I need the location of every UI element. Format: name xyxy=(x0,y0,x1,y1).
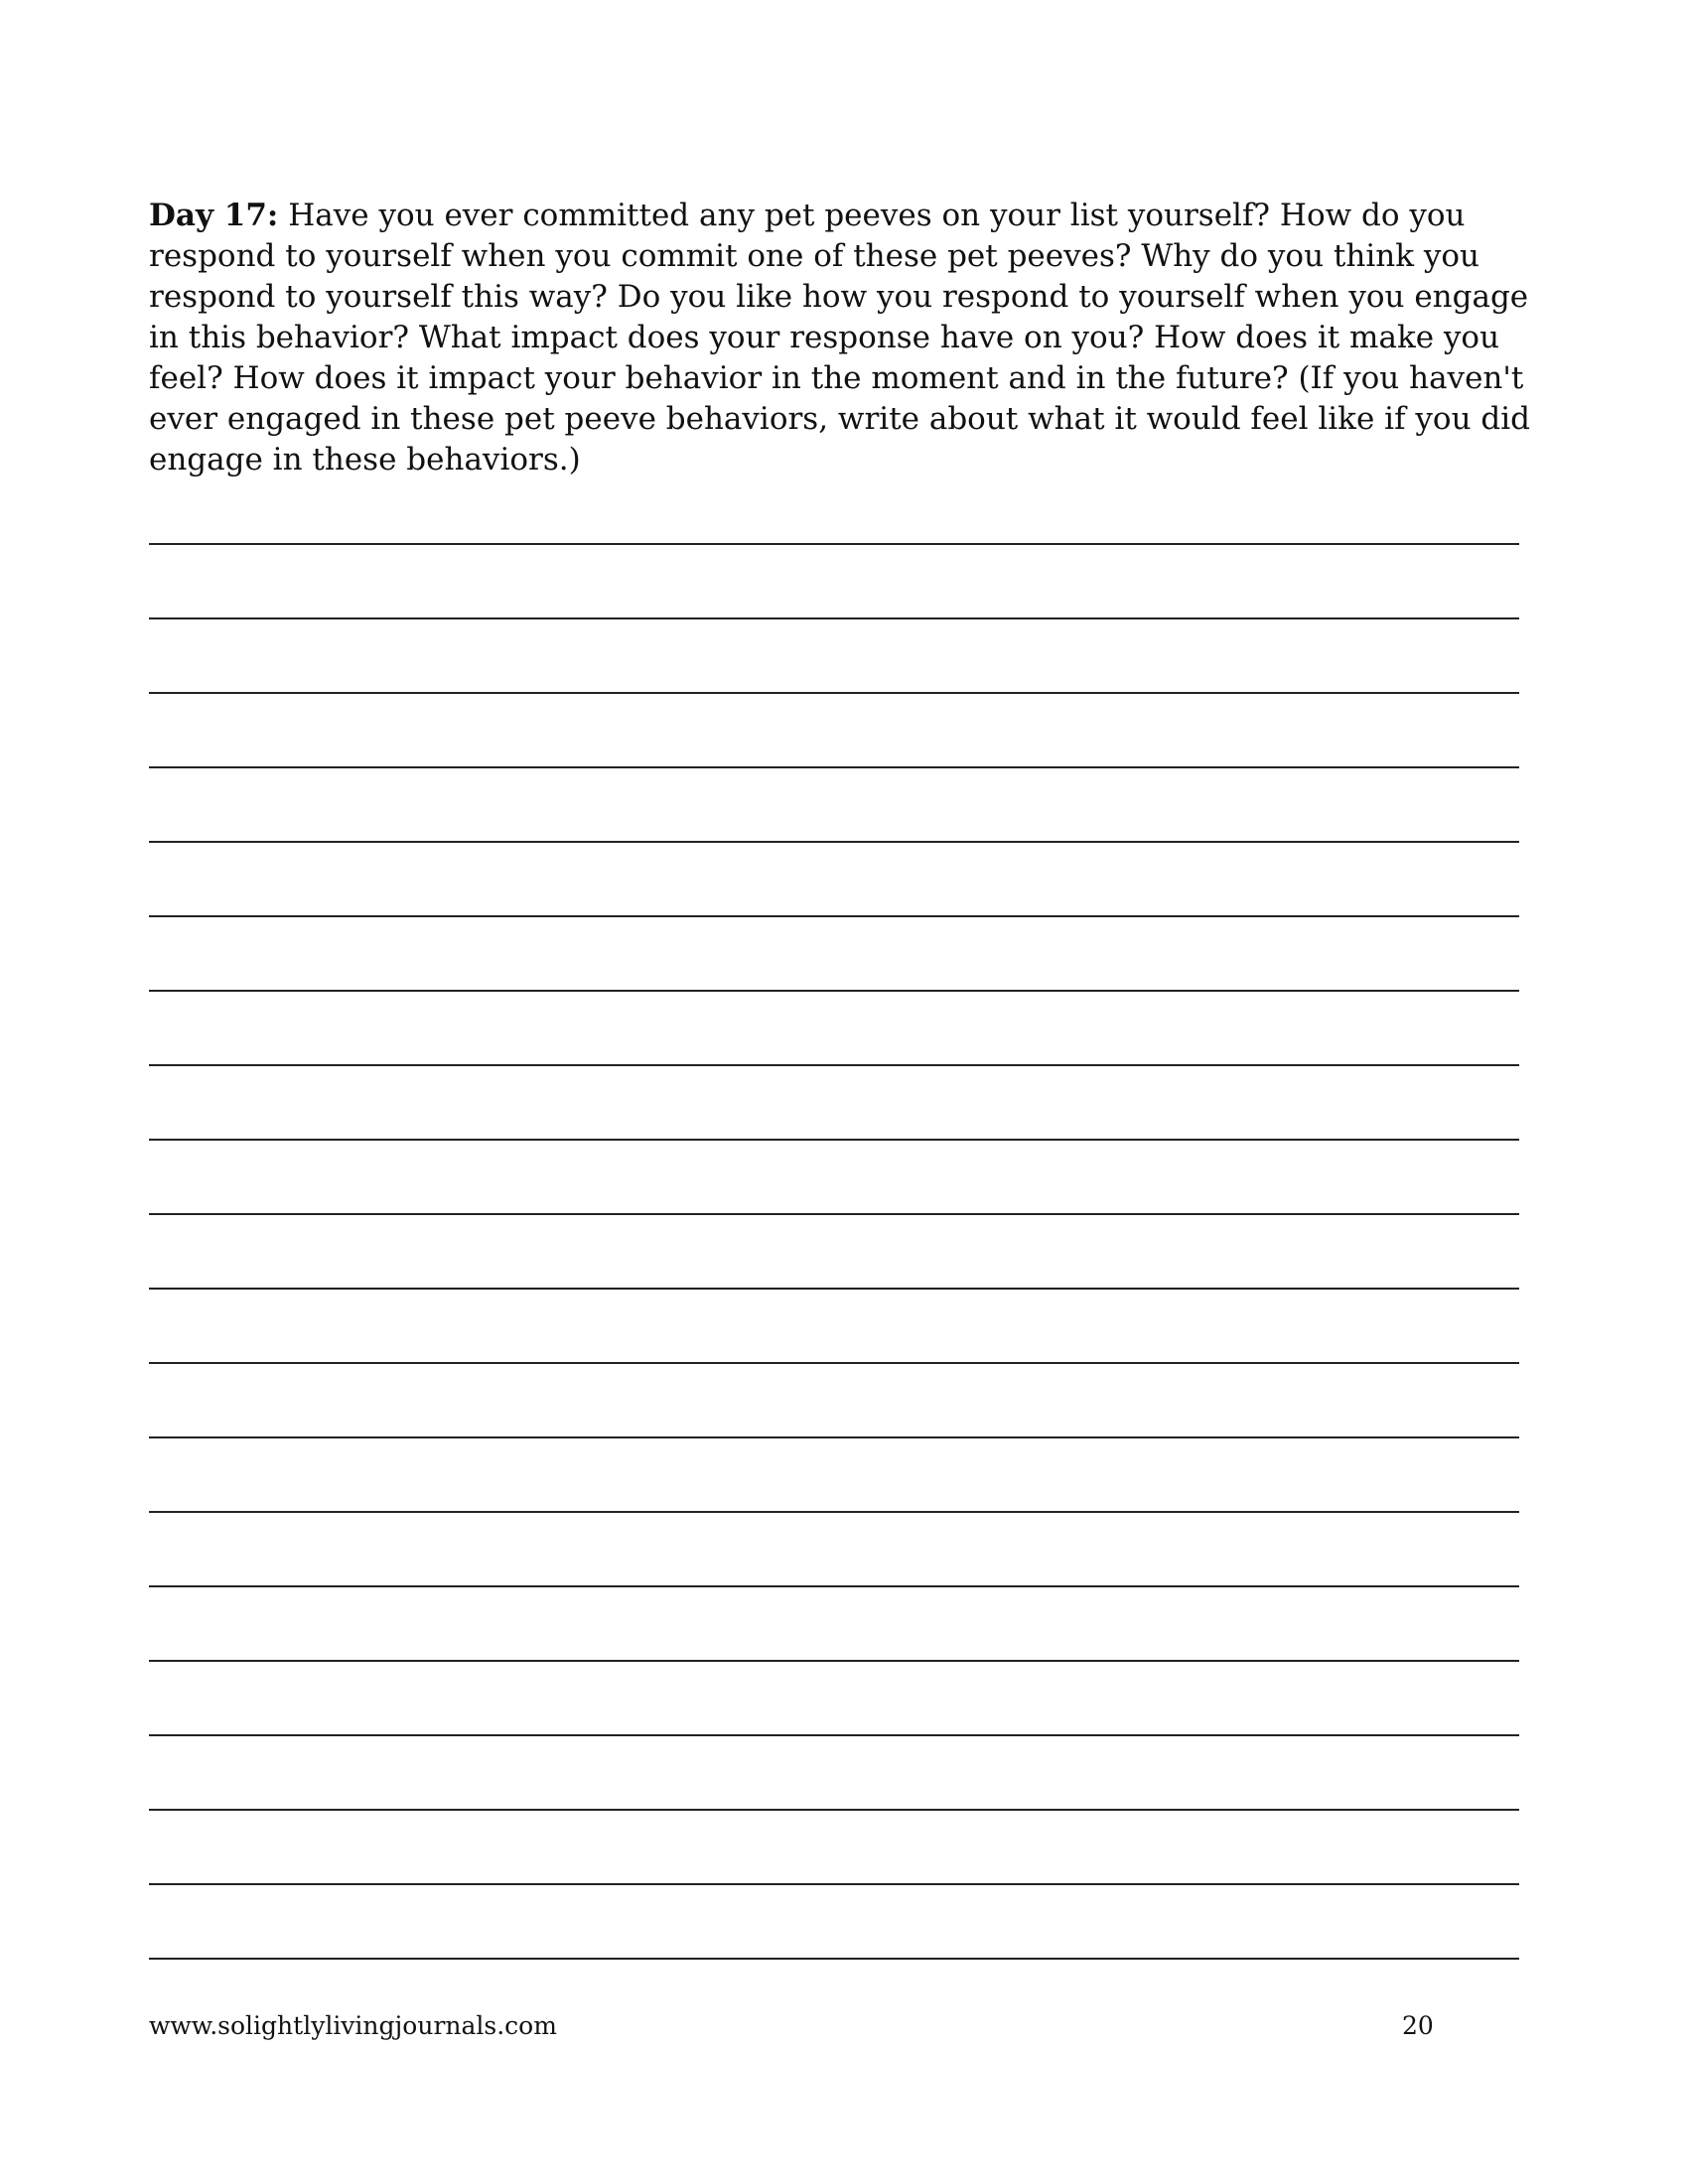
writing-line xyxy=(149,1141,1519,1215)
writing-line xyxy=(149,992,1519,1066)
writing-line xyxy=(149,694,1519,768)
writing-line xyxy=(149,1438,1519,1513)
writing-line xyxy=(149,1290,1519,1364)
writing-line xyxy=(149,545,1519,619)
writing-line xyxy=(149,1066,1519,1141)
day-label: Day 17: xyxy=(149,198,279,233)
footer-url: www.solightlylivingjournals.com xyxy=(149,2011,557,2040)
writing-line xyxy=(149,1885,1519,1960)
prompt-text: Have you ever committed any pet peeves on your list yourself? How do you respond to yourself when you commit one of these pet peeves? Why do you think you respond to yourself this way? Do you like how you respond to yourself when you engage in this behavior? What impact does your response have on you? How does it make you feel? How does it impact your behavior in the moment and in the future? (If you haven't ever engaged in these pet peeve behaviors, write about what it would feel like if you did engage in these behaviors.) xyxy=(149,198,1531,478)
writing-line xyxy=(149,1811,1519,1885)
journal-prompt xyxy=(149,196,1539,480)
writing-line xyxy=(149,768,1519,843)
writing-line xyxy=(149,1736,1519,1811)
writing-line xyxy=(149,1513,1519,1587)
writing-line xyxy=(149,471,1519,545)
writing-lines xyxy=(149,471,1519,1960)
writing-line xyxy=(149,1364,1519,1438)
writing-line xyxy=(149,843,1519,917)
writing-line xyxy=(149,1215,1519,1290)
page-number: 20 xyxy=(1402,2011,1434,2040)
writing-line xyxy=(149,619,1519,694)
writing-line xyxy=(149,917,1519,992)
writing-line xyxy=(149,1662,1519,1736)
writing-line xyxy=(149,1587,1519,1662)
